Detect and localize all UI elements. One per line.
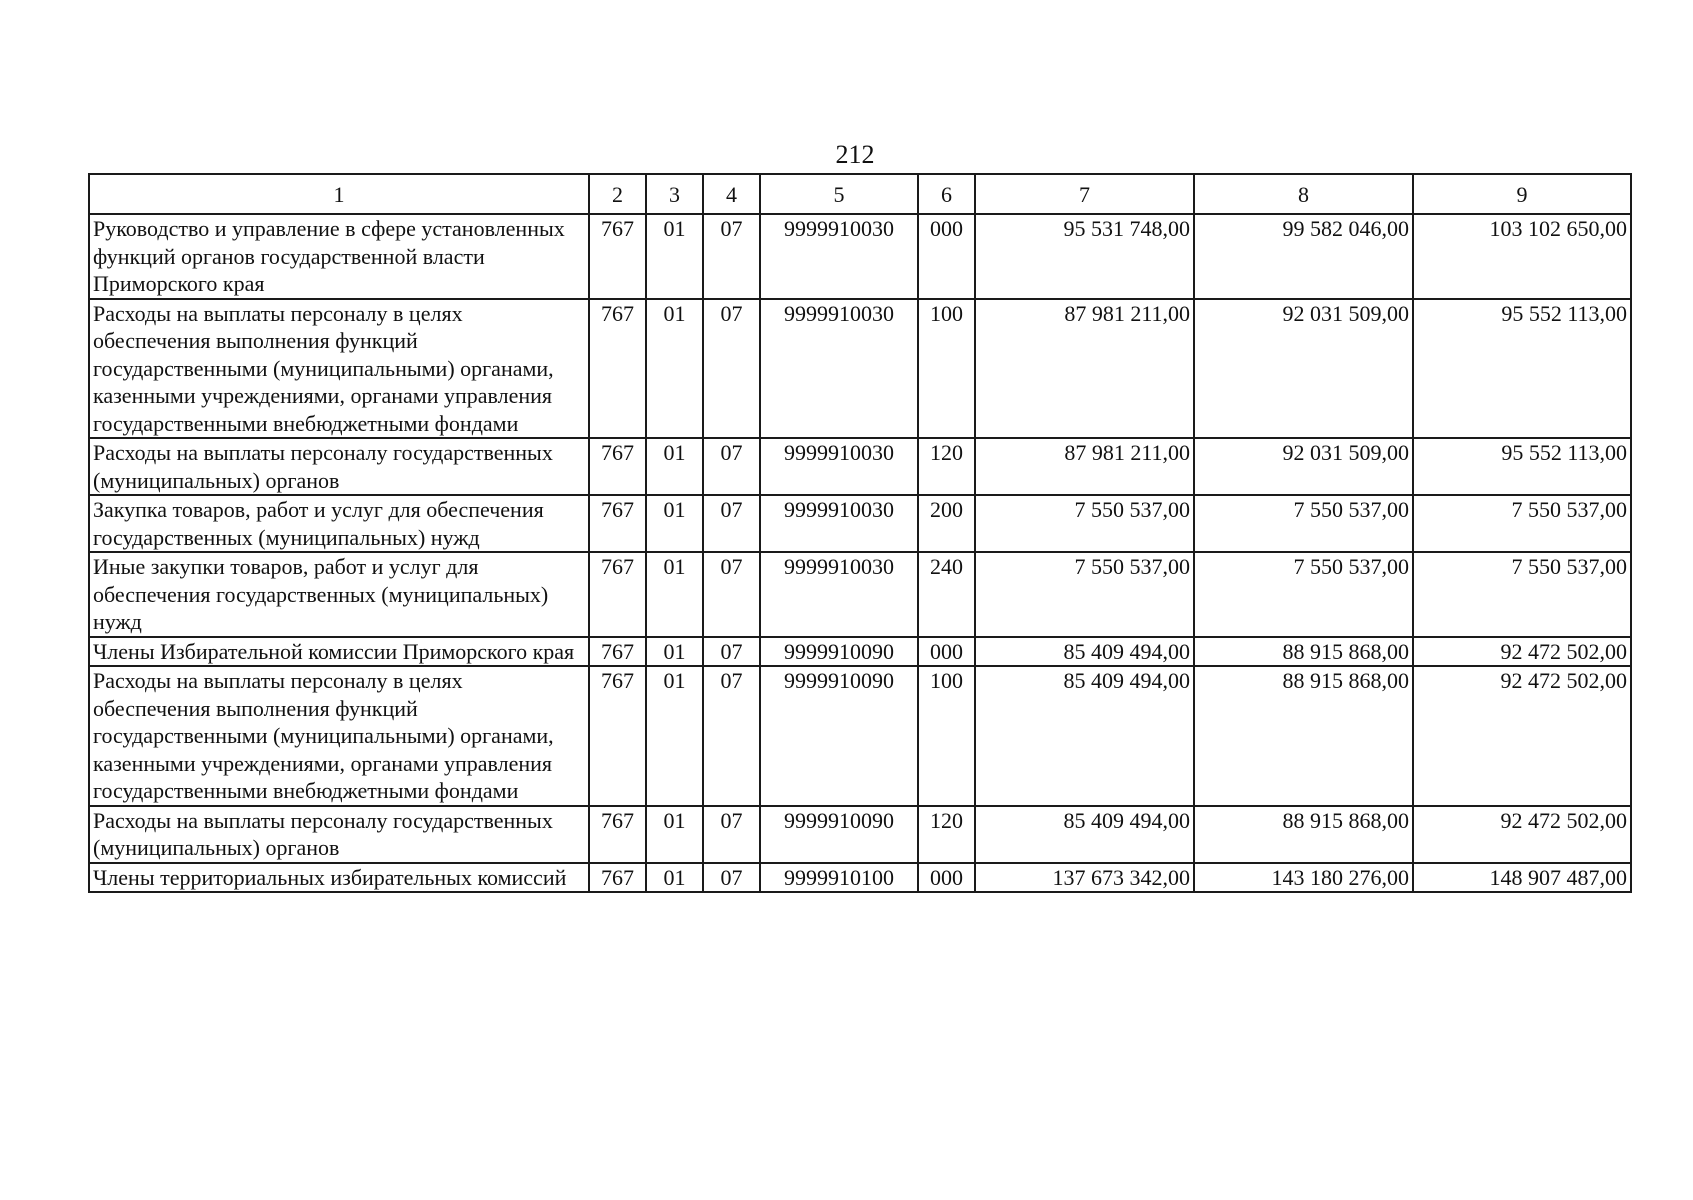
- column-header: 5: [760, 174, 918, 214]
- row-amount-col8: 143 180 276,00: [1194, 863, 1413, 893]
- row-target-article: 9999910030: [760, 214, 918, 299]
- row-ved-code: 767: [589, 806, 646, 863]
- row-name: Закупка товаров, работ и услуг для обеспечения государственных (муниципальных) нужд: [89, 495, 589, 552]
- table-row: [89, 806, 1631, 863]
- row-ved-code: 767: [589, 552, 646, 637]
- row-amount-col8: 88 915 868,00: [1194, 666, 1413, 806]
- budget-table: [88, 173, 1632, 893]
- row-target-article: 9999910030: [760, 438, 918, 495]
- row-amount-col8: 88 915 868,00: [1194, 637, 1413, 667]
- column-header: 8: [1194, 174, 1413, 214]
- table-row: [89, 214, 1631, 299]
- row-section-code: 01: [646, 552, 703, 637]
- row-subsection-code: 07: [703, 863, 760, 893]
- column-header: 2: [589, 174, 646, 214]
- row-amount-col9: 7 550 537,00: [1413, 495, 1631, 552]
- row-name: Члены Избирательной комиссии Приморского края: [89, 637, 589, 667]
- table-row: [89, 438, 1631, 495]
- row-amount-col9: 92 472 502,00: [1413, 806, 1631, 863]
- row-amount-col8: 99 582 046,00: [1194, 214, 1413, 299]
- row-amount-col9: 92 472 502,00: [1413, 666, 1631, 806]
- row-ved-code: 767: [589, 863, 646, 893]
- row-name: Руководство и управление в сфере установленных функций органов государственной власти Приморского края: [89, 214, 589, 299]
- row-name: Члены территориальных избирательных комиссий: [89, 863, 589, 893]
- row-subsection-code: 07: [703, 438, 760, 495]
- row-amount-col8: 92 031 509,00: [1194, 299, 1413, 439]
- row-expense-type: 000: [918, 863, 975, 893]
- table-row: [89, 299, 1631, 439]
- row-amount-col8: 7 550 537,00: [1194, 495, 1413, 552]
- row-target-article: 9999910100: [760, 863, 918, 893]
- row-subsection-code: 07: [703, 495, 760, 552]
- page-number: 212: [835, 140, 875, 169]
- row-expense-type: 120: [918, 806, 975, 863]
- row-subsection-code: 07: [703, 637, 760, 667]
- row-subsection-code: 07: [703, 806, 760, 863]
- row-expense-type: 000: [918, 214, 975, 299]
- row-subsection-code: 07: [703, 552, 760, 637]
- row-amount-col7: 7 550 537,00: [975, 552, 1194, 637]
- column-header: 3: [646, 174, 703, 214]
- row-section-code: 01: [646, 214, 703, 299]
- row-name: Расходы на выплаты персоналу в целях обеспечения выполнения функций государственными (муниципальными) органами, казенными учреждениями, органами управления государственными внебюджетными фондами: [89, 299, 589, 439]
- row-section-code: 01: [646, 438, 703, 495]
- column-header: 4: [703, 174, 760, 214]
- row-name: Иные закупки товаров, работ и услуг для обеспечения государственных (муниципальных) нужд: [89, 552, 589, 637]
- table-row: [89, 863, 1631, 893]
- table-row: [89, 637, 1631, 667]
- row-ved-code: 767: [589, 299, 646, 439]
- row-target-article: 9999910090: [760, 637, 918, 667]
- row-amount-col9: 148 907 487,00: [1413, 863, 1631, 893]
- row-target-article: 9999910030: [760, 495, 918, 552]
- row-name: Расходы на выплаты персоналу государственных (муниципальных) органов: [89, 806, 589, 863]
- column-header: 9: [1413, 174, 1631, 214]
- row-expense-type: 100: [918, 666, 975, 806]
- column-header: 6: [918, 174, 975, 214]
- row-target-article: 9999910090: [760, 806, 918, 863]
- row-amount-col7: 85 409 494,00: [975, 806, 1194, 863]
- row-name: Расходы на выплаты персоналу в целях обеспечения выполнения функций государственными (муниципальными) органами, казенными учреждениями, органами управления государственными внебюджетными фондами: [89, 666, 589, 806]
- row-subsection-code: 07: [703, 299, 760, 439]
- row-amount-col9: 95 552 113,00: [1413, 299, 1631, 439]
- table-row: [89, 666, 1631, 806]
- row-subsection-code: 07: [703, 214, 760, 299]
- column-header: 1: [89, 174, 589, 214]
- row-ved-code: 767: [589, 214, 646, 299]
- row-amount-col9: 103 102 650,00: [1413, 214, 1631, 299]
- row-ved-code: 767: [589, 637, 646, 667]
- row-target-article: 9999910030: [760, 552, 918, 637]
- row-expense-type: 120: [918, 438, 975, 495]
- row-amount-col9: 7 550 537,00: [1413, 552, 1631, 637]
- row-amount-col7: 7 550 537,00: [975, 495, 1194, 552]
- table-row: [89, 552, 1631, 637]
- row-ved-code: 767: [589, 666, 646, 806]
- row-ved-code: 767: [589, 438, 646, 495]
- row-section-code: 01: [646, 637, 703, 667]
- row-target-article: 9999910030: [760, 299, 918, 439]
- row-subsection-code: 07: [703, 666, 760, 806]
- row-amount-col7: 87 981 211,00: [975, 438, 1194, 495]
- row-expense-type: 200: [918, 495, 975, 552]
- header-row: [89, 174, 1631, 214]
- row-section-code: 01: [646, 863, 703, 893]
- row-amount-col8: 7 550 537,00: [1194, 552, 1413, 637]
- row-amount-col9: 95 552 113,00: [1413, 438, 1631, 495]
- column-header: 7: [975, 174, 1194, 214]
- row-section-code: 01: [646, 495, 703, 552]
- row-name: Расходы на выплаты персоналу государственных (муниципальных) органов: [89, 438, 589, 495]
- row-amount-col8: 92 031 509,00: [1194, 438, 1413, 495]
- row-amount-col7: 95 531 748,00: [975, 214, 1194, 299]
- row-expense-type: 000: [918, 637, 975, 667]
- row-expense-type: 100: [918, 299, 975, 439]
- row-amount-col7: 85 409 494,00: [975, 666, 1194, 806]
- row-section-code: 01: [646, 299, 703, 439]
- row-amount-col7: 137 673 342,00: [975, 863, 1194, 893]
- row-ved-code: 767: [589, 495, 646, 552]
- row-target-article: 9999910090: [760, 666, 918, 806]
- row-section-code: 01: [646, 806, 703, 863]
- row-amount-col7: 85 409 494,00: [975, 637, 1194, 667]
- table-row: [89, 495, 1631, 552]
- row-amount-col8: 88 915 868,00: [1194, 806, 1413, 863]
- row-amount-col7: 87 981 211,00: [975, 299, 1194, 439]
- row-amount-col9: 92 472 502,00: [1413, 637, 1631, 667]
- row-section-code: 01: [646, 666, 703, 806]
- row-expense-type: 240: [918, 552, 975, 637]
